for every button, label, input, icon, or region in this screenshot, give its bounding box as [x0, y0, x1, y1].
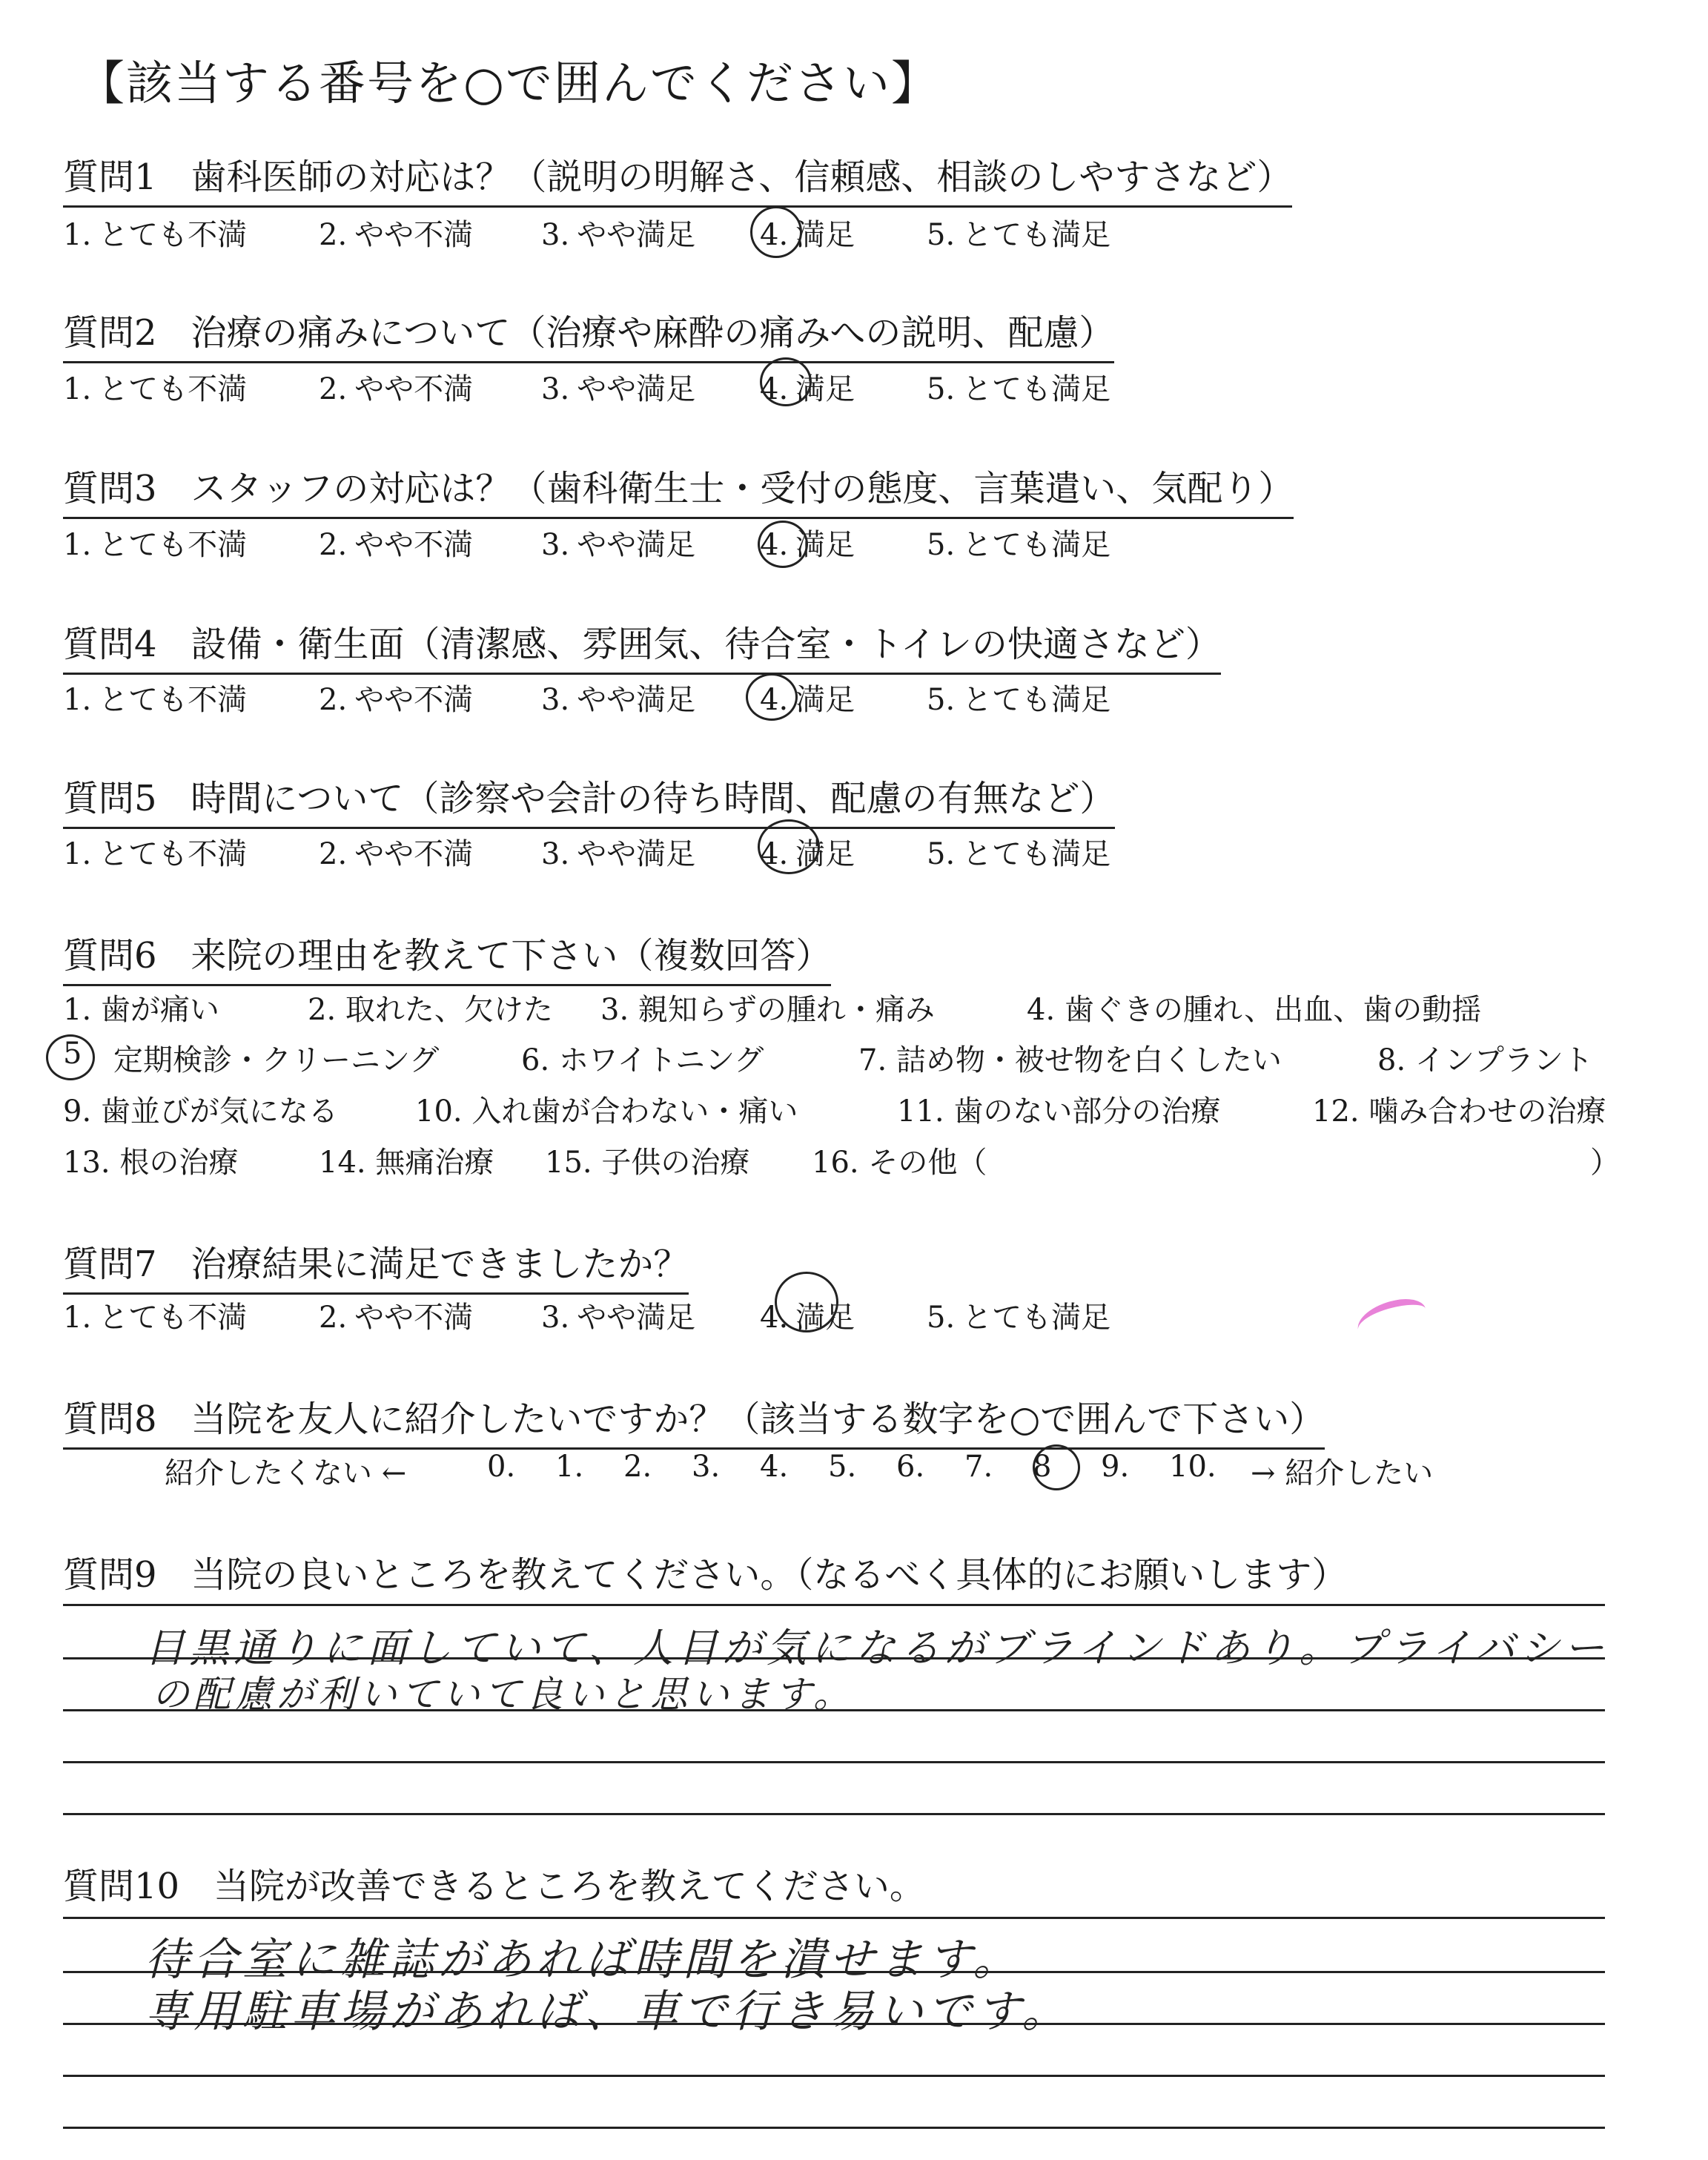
reason-10[interactable]: 10. 入れ歯が合わない・痛い	[415, 1094, 798, 1129]
question-1-label: 質問1	[63, 156, 157, 198]
question-5-heading	[63, 770, 1115, 829]
reason-9[interactable]: 9. 歯並びが気になる	[63, 1094, 338, 1129]
reason-3[interactable]: 3. 親知らずの腫れ・痛み	[600, 993, 935, 1027]
question-2-text: 治療の痛みについて（治療や麻酔の痛みへの説明、配慮）	[191, 312, 1115, 354]
option-2[interactable]: 2. やや不満	[319, 218, 474, 252]
option-4[interactable]: 4. 満足	[760, 528, 855, 562]
option-5[interactable]: 5. とても満足	[927, 372, 1111, 406]
option-4[interactable]: 4. 満足	[760, 683, 855, 717]
question-4-text: 設備・衛生面（清潔感、雰囲気、待合室・トイレの快適さなど）	[191, 624, 1221, 665]
option-4[interactable]: 4. 満足	[760, 218, 855, 252]
answer-line	[63, 1813, 1605, 1815]
question-1-options	[63, 211, 1110, 254]
page-title: 【該当する番号を○で囲んでください】	[78, 56, 939, 110]
selection-circle	[760, 357, 812, 406]
option-2[interactable]: 2. やや不満	[319, 837, 474, 871]
pink-marker-stroke	[1354, 1295, 1430, 1345]
question-6-text: 来院の理由を教えて下さい（複数回答）	[191, 935, 832, 977]
question-5-options	[63, 830, 1110, 873]
question-9-label: 質問9	[63, 1554, 157, 1596]
scale-left-label: 紹介したくない ←	[165, 1456, 407, 1490]
question-4-label: 質問4	[63, 624, 157, 665]
question-3-label: 質問3	[63, 468, 157, 509]
selection-circle	[775, 1272, 838, 1332]
question-8-text: 当院を友人に紹介したいですか？（該当する数字を○で囲んで下さい）	[191, 1398, 1325, 1440]
score-8[interactable]: 8	[1033, 1450, 1052, 1484]
option-3[interactable]: 3. やや満足	[541, 683, 696, 717]
question-10-label: 質問10	[63, 1866, 180, 1907]
option-5[interactable]: 5. とても満足	[927, 528, 1111, 562]
question-6-label: 質問6	[63, 935, 157, 977]
option-3[interactable]: 3. やや満足	[541, 218, 696, 252]
score-10[interactable]: 10.	[1169, 1450, 1217, 1484]
answer-line	[63, 1761, 1605, 1763]
question-7-heading	[63, 1235, 689, 1295]
option-4[interactable]: 4. 満足	[760, 1301, 855, 1335]
selection-circle	[746, 673, 798, 721]
option-5[interactable]: 5. とても満足	[927, 683, 1111, 717]
question-8-scale	[165, 1450, 1433, 1492]
option-3[interactable]: 3. やや満足	[541, 837, 696, 871]
option-3[interactable]: 3. やや満足	[541, 1301, 696, 1335]
question-4-options	[63, 676, 1110, 719]
reason-13[interactable]: 13. 根の治療	[63, 1146, 239, 1180]
score-0[interactable]: 0.	[487, 1450, 516, 1484]
reason-14[interactable]: 14. 無痛治療	[319, 1146, 494, 1180]
selection-circle	[46, 1034, 95, 1080]
answer-line	[63, 1657, 1605, 1659]
reason-16-close: ）	[1590, 1146, 1620, 1180]
reason-4[interactable]: 4. 歯ぐきの腫れ、出血、歯の動揺	[1027, 993, 1482, 1027]
question-3-text: スタッフの対応は？（歯科衛生士・受付の態度、言葉遣い、気配り）	[191, 468, 1294, 509]
reason-11[interactable]: 11. 歯のない部分の治療	[897, 1094, 1221, 1129]
reason-1[interactable]: 1. 歯が痛い	[63, 993, 219, 1027]
answer-line	[63, 1604, 1605, 1606]
answer-line	[63, 2127, 1605, 2129]
question-10-answer-line-2[interactable]: 専用駐車場があれば、車で行き易いです。	[145, 1986, 1071, 2038]
question-7-options	[63, 1294, 1110, 1336]
reason-5[interactable]: 定期検診・クリーニング	[113, 1043, 440, 1077]
option-4[interactable]: 4. 満足	[760, 372, 855, 406]
selection-circle	[758, 819, 820, 874]
scale-right-label: → 紹介したい	[1251, 1456, 1434, 1490]
option-3[interactable]: 3. やや満足	[541, 528, 696, 562]
score-6[interactable]: 6.	[896, 1450, 925, 1484]
question-1-heading	[63, 148, 1292, 208]
score-3[interactable]: 3.	[692, 1450, 721, 1484]
question-10-heading	[63, 1857, 925, 1909]
option-2[interactable]: 2. やや不満	[319, 683, 474, 717]
option-1[interactable]: 1. とても不満	[63, 837, 248, 871]
question-10-text: 当院が改善できるところを教えてください。	[213, 1866, 925, 1907]
option-1[interactable]: 1. とても不満	[63, 372, 248, 406]
score-9[interactable]: 9.	[1101, 1450, 1130, 1484]
question-3-options	[63, 521, 1110, 564]
score-2[interactable]: 2.	[623, 1450, 652, 1484]
question-9-answer-line-2[interactable]: の配慮が利いていて良いと思います。	[152, 1673, 855, 1716]
question-6-row-2	[63, 1037, 1593, 1079]
reason-6[interactable]: 6. ホワイトニング	[521, 1043, 764, 1077]
reason-15[interactable]: 15. 子供の治療	[545, 1146, 750, 1180]
option-2[interactable]: 2. やや不満	[319, 1301, 474, 1335]
answer-line	[63, 1709, 1605, 1711]
question-2-options	[63, 366, 1110, 408]
question-2-label: 質問2	[63, 312, 157, 354]
question-2-heading	[63, 304, 1114, 363]
option-5[interactable]: 5. とても満足	[927, 837, 1111, 871]
score-1[interactable]: 1.	[555, 1450, 584, 1484]
selection-circle	[1033, 1444, 1080, 1490]
question-6-row-4	[63, 1139, 1620, 1181]
score-7[interactable]: 7.	[964, 1450, 993, 1484]
question-4-heading	[63, 615, 1221, 675]
reason-8[interactable]: 8. インプラント	[1377, 1043, 1593, 1077]
selection-circle	[750, 206, 802, 258]
score-4[interactable]: 4.	[760, 1450, 789, 1484]
question-5-text: 時間について（診察や会計の待ち時間、配慮の有無など）	[191, 778, 1116, 819]
question-9-heading	[63, 1546, 1347, 1597]
question-6-heading	[63, 927, 831, 986]
question-10-answer-line-1[interactable]: 待合室に雑誌があれば時間を潰せます。	[145, 1934, 1022, 1986]
option-1[interactable]: 1. とても不満	[63, 218, 248, 252]
question-1-text: 歯科医師の対応は？（説明の明解さ、信頼感、相談のしやすさなど）	[191, 156, 1293, 198]
question-8-label: 質問8	[63, 1398, 157, 1440]
question-9-text: 当院の良いところを教えてください。（なるべく具体的にお願いします）	[191, 1554, 1348, 1596]
option-4[interactable]: 4. 満足	[760, 837, 855, 871]
reason-5-number[interactable]: 5	[63, 1037, 82, 1071]
question-6-row-1	[63, 986, 1481, 1028]
answer-line	[63, 2075, 1605, 2077]
option-5[interactable]: 5. とても満足	[927, 218, 1111, 252]
answer-line	[63, 1917, 1605, 1919]
option-1[interactable]: 1. とても不満	[63, 528, 248, 562]
option-5[interactable]: 5. とても満足	[927, 1301, 1111, 1335]
question-9-answer-line-1[interactable]: 目黒通りに面していて、人目が気になるがブラインドあり。プライバシー	[145, 1625, 1609, 1671]
question-7-text: 治療結果に満足できましたか？	[191, 1244, 689, 1285]
question-7-label: 質問7	[63, 1244, 157, 1285]
question-3-heading	[63, 460, 1294, 519]
option-1[interactable]: 1. とても不満	[63, 683, 248, 717]
question-8-heading	[63, 1390, 1325, 1450]
answer-line	[63, 2023, 1605, 2025]
option-1[interactable]: 1. とても不満	[63, 1301, 248, 1335]
reason-2[interactable]: 2. 取れた、欠けた	[308, 993, 553, 1027]
reason-16[interactable]: 16. その他（	[812, 1146, 987, 1180]
option-3[interactable]: 3. やや満足	[541, 372, 696, 406]
question-6-row-3	[63, 1088, 1606, 1130]
option-2[interactable]: 2. やや不満	[319, 528, 474, 562]
reason-7[interactable]: 7. 詰め物・被せ物を白くしたい	[858, 1043, 1282, 1077]
answer-line	[63, 1971, 1605, 1973]
option-2[interactable]: 2. やや不満	[319, 372, 474, 406]
selection-circle	[758, 521, 808, 568]
score-5[interactable]: 5.	[828, 1450, 857, 1484]
reason-12[interactable]: 12. 噛み合わせの治療	[1312, 1094, 1606, 1129]
question-5-label: 質問5	[63, 778, 157, 819]
